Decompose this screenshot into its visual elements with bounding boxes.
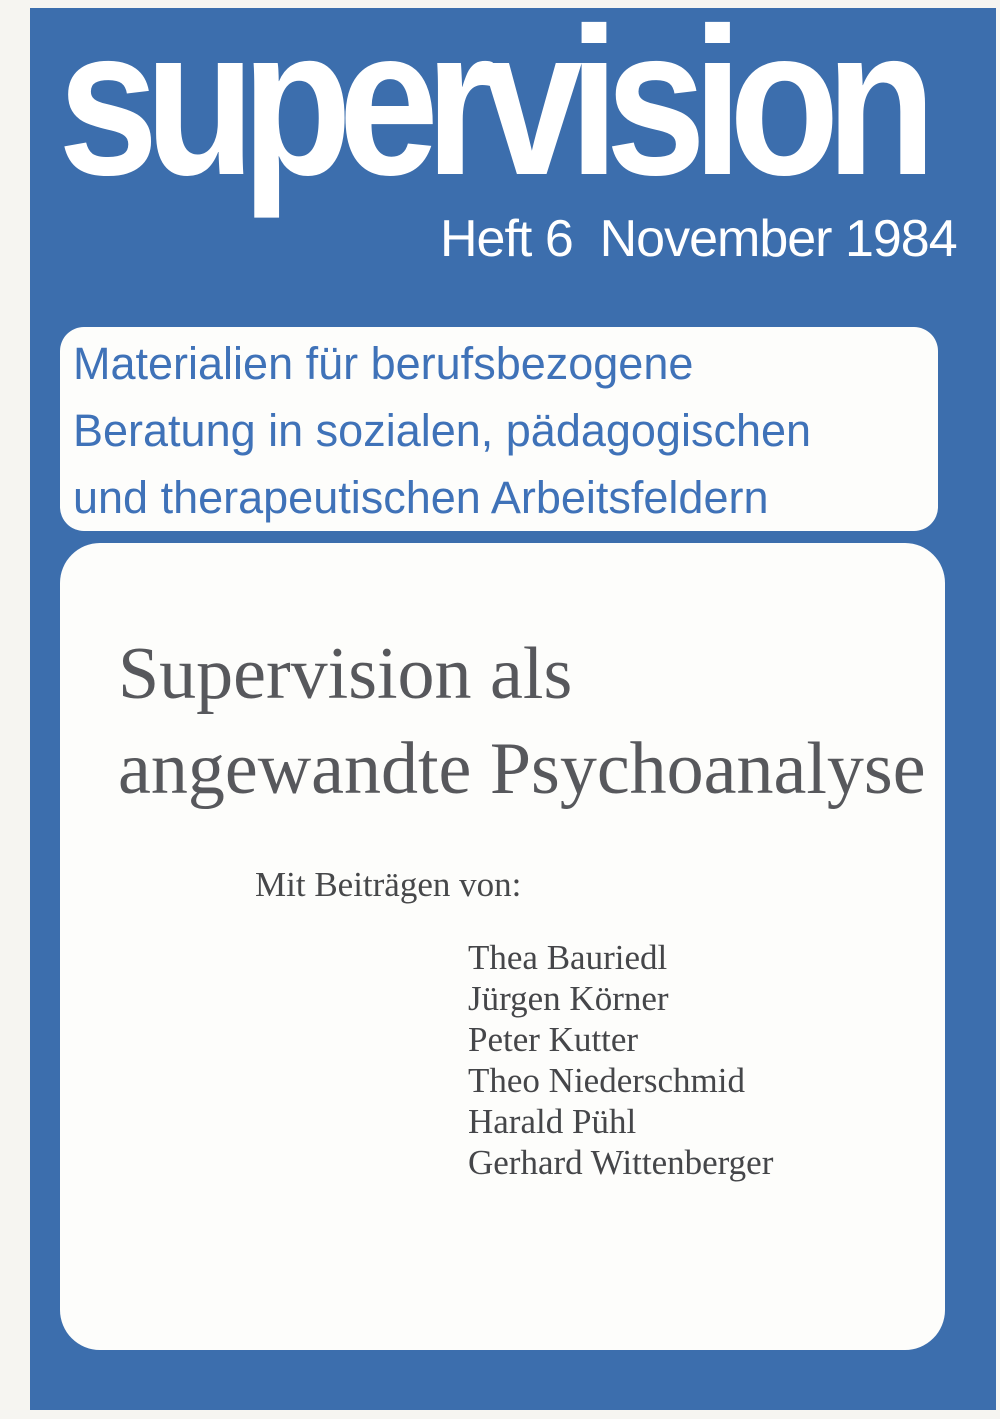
- contributor-item: Harald Pühl: [468, 1102, 637, 1141]
- contributors-byline: Mit Beiträgen von:: [255, 865, 522, 904]
- cover-title-line-1: Supervision als: [118, 633, 573, 715]
- tagline-box: [60, 327, 938, 531]
- tagline-line-1: Materialien für berufsbezogene: [73, 338, 694, 389]
- main-content-box: [60, 543, 945, 1350]
- contributor-item: Peter Kutter: [468, 1020, 639, 1059]
- tagline-line-2: Beratung in sozialen, pädagogischen: [73, 405, 812, 456]
- cover-blue-panel: [30, 8, 996, 1410]
- contributor-item: Jürgen Körner: [468, 979, 669, 1018]
- cover-title-line-2: angewandte Psychoanalyse: [118, 728, 926, 810]
- cover-title: [118, 627, 926, 817]
- issue-line: Heft 6 November 1984: [440, 210, 957, 268]
- contributors-list: [468, 937, 773, 1183]
- masthead-logo: supervision: [58, 8, 923, 219]
- contributor-item: Theo Niederschmid: [468, 1061, 745, 1100]
- contributor-item: Gerhard Wittenberger: [468, 1143, 774, 1182]
- tagline-line-3: und therapeutischen Arbeitsfeldern: [73, 472, 769, 523]
- contributor-item: Thea Bauriedl: [468, 938, 668, 977]
